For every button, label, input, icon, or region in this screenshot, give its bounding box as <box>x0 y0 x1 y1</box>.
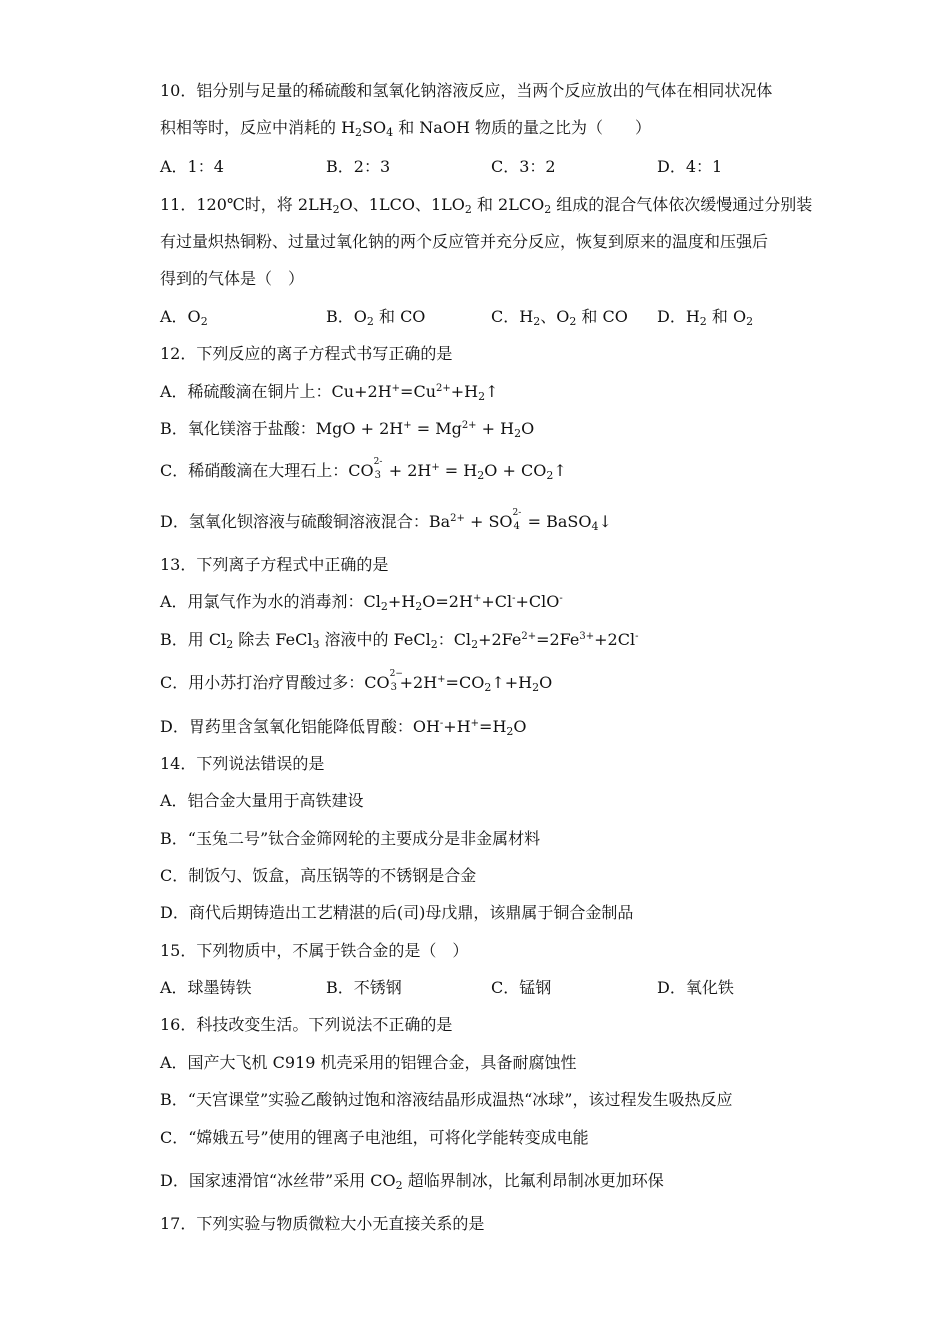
q16-text: D．国家速滑馆“冰丝带”采用 CO <box>160 1171 396 1190</box>
q11-option-d <box>657 307 753 327</box>
q12-sup: + <box>391 383 401 394</box>
q13-sub: 2 <box>415 600 423 613</box>
q10-text-a: 积相等时，反应中消耗的 H <box>160 118 356 137</box>
q13-sub: 2 <box>471 638 479 651</box>
q14-option-c: C．制饭勺、饭盒，高压锅等的不锈钢是合金 <box>160 866 477 885</box>
q12-sub: 2 <box>477 469 485 482</box>
q13-text: =H <box>479 717 507 736</box>
q12-sub: 3 <box>374 469 381 481</box>
q12-text: ↑ <box>553 461 567 480</box>
q13-text: O <box>539 673 553 692</box>
q10-line1: 10．铝分别与足量的稀硫酸和氢氧化钠溶液反应，当两个反应放出的气体在相同状况体 <box>160 81 773 100</box>
q13-text: C．用小苏打治疗胃酸过多：CO <box>160 673 390 692</box>
q10-sub: 2 <box>355 126 363 139</box>
q13-text: O <box>513 717 527 736</box>
q13-text: +Cl <box>481 592 513 611</box>
q14-option-b: B．“玉兔二号”钛合金筛网轮的主要成分是非金属材料 <box>160 829 541 848</box>
q10-option-c: C．3：2 <box>491 157 556 176</box>
q11-opt-text: D．H <box>657 307 700 326</box>
q13-text: A．用氯气作为水的消毒剂：Cl <box>160 592 381 611</box>
q11-opt-text: 和 O <box>706 307 747 326</box>
q10-option-d: D．4：1 <box>657 157 723 176</box>
q13-title: 13．下列离子方程式中正确的是 <box>160 555 389 574</box>
q13-sub: 3 <box>390 681 397 693</box>
q11-sub: 2 <box>366 315 374 328</box>
q13-sup: + <box>472 593 482 604</box>
q11-line2: 有过量炽热铜粉、过量过氧化钠的两个反应管并充分反应，恢复到原来的温度和压强后 <box>160 232 769 251</box>
q12-option-c <box>160 456 567 482</box>
q10-text-b: SO <box>362 118 387 137</box>
q12-sub: 4 <box>591 520 599 533</box>
q11-line1 <box>160 195 812 215</box>
q12-text: +H <box>450 382 479 401</box>
q11-opt-text: 和 CO <box>373 307 426 326</box>
q12-text: ↓ <box>598 512 612 531</box>
q15-option-c: C．锰钢 <box>491 978 552 997</box>
q11-option-b <box>326 307 425 327</box>
q14-option-a: A．铝合金大量用于高铁建设 <box>160 791 364 810</box>
q12-text: =Cu <box>400 382 436 401</box>
q13-option-b <box>160 630 638 650</box>
q13-option-d <box>160 717 527 737</box>
q13-sub: 3 <box>312 638 320 651</box>
q11-text: 组成的混合气体依次缓慢通过分别装 <box>551 195 813 214</box>
q13-text: O=2H <box>422 592 473 611</box>
q13-text: +2Cl <box>594 630 636 649</box>
q11-sub: 2 <box>533 315 541 328</box>
q14-option-d: D．商代后期铸造出工艺精湛的后(司)母戊鼎，该鼎属于铜合金制品 <box>160 903 634 922</box>
q11-sub: 2 <box>332 203 340 216</box>
q11-text: 和 2LCO <box>471 195 545 214</box>
q12-text: = H <box>439 461 478 480</box>
q11-sub: 2 <box>569 315 577 328</box>
q12-text: C．稀硝酸滴在大理石上：CO <box>160 461 374 480</box>
q13-text: +ClO <box>515 592 560 611</box>
q13-sup: 2+ <box>521 631 537 642</box>
q12-option-d <box>160 507 612 533</box>
q13-text: B．用 Cl <box>160 630 227 649</box>
q12-text: B．氧化镁溶于盐酸：MgO + 2H <box>160 419 404 438</box>
q12-sup: 2+ <box>461 420 477 431</box>
q11-option-a <box>160 307 208 327</box>
q11-opt-text: 、O <box>540 307 570 326</box>
q12-sub: 2 <box>546 469 554 482</box>
q12-text: ↑ <box>485 382 499 401</box>
q12-sup: + <box>431 462 440 473</box>
q13-charge-stack <box>389 668 403 693</box>
q13-text: +H <box>387 592 416 611</box>
q12-text: + SO <box>464 512 513 531</box>
q11-option-c <box>491 307 628 327</box>
q13-text: =CO <box>445 673 485 692</box>
q12-sup: 2+ <box>436 383 451 394</box>
q13-sub: 2 <box>380 600 388 613</box>
q12-sup: + <box>403 420 412 431</box>
q13-option-a <box>160 592 563 612</box>
q12-option-a <box>160 382 499 402</box>
q11-opt-text: B．O <box>326 307 367 326</box>
q15-option-d: D．氧化铁 <box>657 978 734 997</box>
q12-text: = BaSO <box>522 512 592 531</box>
q13-sub: 2 <box>226 638 234 651</box>
q11-sub: 2 <box>200 315 208 328</box>
q11-text: O、1LCO、1LO <box>339 195 465 214</box>
q12-charge-stack <box>373 456 384 481</box>
q14-title: 14．下列说法错误的是 <box>160 754 325 773</box>
q10-sub: 4 <box>386 126 394 139</box>
q16-sub: 2 <box>395 1179 403 1192</box>
q13-sup: - <box>635 631 639 642</box>
q12-sup: 2+ <box>450 513 465 524</box>
q12-sub: 2 <box>478 390 486 403</box>
q12-text: D．氢氧化钡溶液与硫酸铜溶液混合：Ba <box>160 512 451 531</box>
q11-opt-text: C．H <box>491 307 534 326</box>
q12-text: O <box>521 419 535 438</box>
q13-sub: 2 <box>506 725 514 738</box>
q10-line2 <box>160 118 651 138</box>
q11-sub: 2 <box>699 315 707 328</box>
q15-title: 15．下列物质中，不属于铁合金的是（ ） <box>160 941 469 960</box>
q11-line3: 得到的气体是（ ） <box>160 269 305 288</box>
q13-text: ：Cl <box>437 630 472 649</box>
q17-title: 17．下列实验与物质微粒大小无直接关系的是 <box>160 1214 485 1233</box>
q11-sub: 2 <box>544 203 552 216</box>
q13-sub: 2 <box>532 681 540 694</box>
q12-text: + 2H <box>383 461 432 480</box>
q13-sup: + <box>470 718 480 729</box>
q11-text: 11．120℃时，将 2LH <box>160 195 333 214</box>
q13-sub: 2 <box>430 638 438 651</box>
q13-sup: - <box>439 718 444 729</box>
q12-option-b <box>160 419 534 439</box>
q12-sub: 2 <box>514 427 522 440</box>
q12-text: + H <box>476 419 515 438</box>
q10-text-c: 和 NaOH 物质的量之比为（ ） <box>393 118 651 137</box>
q11-opt-text: 和 CO <box>576 307 628 326</box>
q13-sub: 2 <box>484 681 492 694</box>
q12-sup: 2- <box>373 456 383 467</box>
q11-opt-text: A．O <box>160 307 201 326</box>
q13-text: +H <box>443 717 471 736</box>
q16-option-b: B．“天宫课堂”实验乙酸钠过饱和溶液结晶形成温热“冰球”，该过程发生吸热反应 <box>160 1090 733 1109</box>
q16-option-a: A．国产大飞机 C919 机壳采用的铝锂合金，具备耐腐蚀性 <box>160 1053 577 1072</box>
q13-text: ↑+H <box>491 673 533 692</box>
q13-sup: 3+ <box>579 631 595 642</box>
q13-sup: 2− <box>389 668 403 679</box>
q16-title: 16．科技改变生活。下列说法不正确的是 <box>160 1015 453 1034</box>
q13-text: +2H <box>399 673 438 692</box>
q13-text: =2Fe <box>536 630 580 649</box>
q12-text: O + CO <box>484 461 547 480</box>
q13-text: +2Fe <box>478 630 522 649</box>
q12-sup: 2- <box>512 507 522 518</box>
q11-sub: 2 <box>464 203 472 216</box>
q11-sub: 2 <box>746 315 754 328</box>
q13-text: 溶液中的 FeCl <box>319 630 431 649</box>
q12-sub: 4 <box>513 520 520 532</box>
q12-text: = Mg <box>411 419 462 438</box>
q13-text: D．胃药里含氢氧化铝能降低胃酸：OH <box>160 717 440 736</box>
q15-option-a: A．球墨铸铁 <box>160 978 252 997</box>
q15-option-b: B．不锈钢 <box>326 978 402 997</box>
q12-charge-stack <box>512 507 523 532</box>
q12-title: 12．下列反应的离子方程式书写正确的是 <box>160 344 453 363</box>
q16-option-d <box>160 1171 664 1191</box>
q13-text: 除去 FeCl <box>233 630 313 649</box>
q13-sup: - <box>559 593 563 604</box>
q16-option-c: C．“嫦娥五号”使用的锂离子电池组，可将化学能转变成电能 <box>160 1128 589 1147</box>
q13-option-c <box>160 668 553 694</box>
q10-option-b: B．2：3 <box>326 157 391 176</box>
q16-text: 超临界制冰，比氟利昂制冰更加环保 <box>402 1171 664 1190</box>
q13-sup: - <box>512 593 516 604</box>
q10-option-a: A．1：4 <box>160 157 224 176</box>
q13-sup: + <box>437 674 446 685</box>
q12-text: A．稀硫酸滴在铜片上：Cu+2H <box>160 382 392 401</box>
